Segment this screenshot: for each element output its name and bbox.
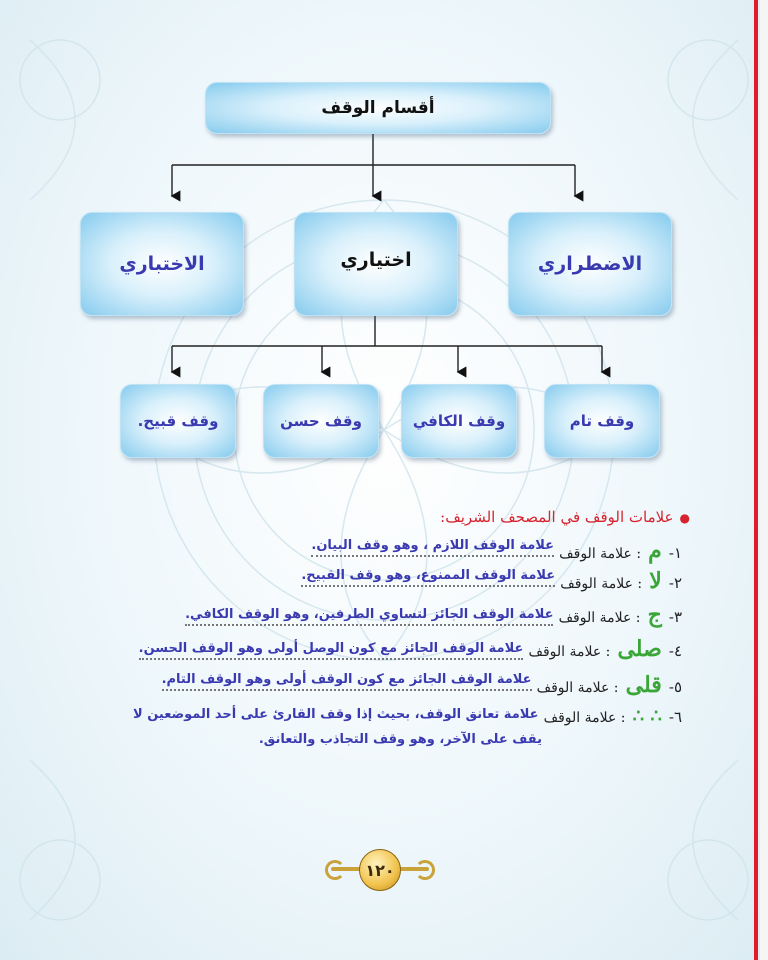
item-label: : علامة الوقف <box>558 610 641 626</box>
item-label: : علامة الوقف <box>543 710 626 726</box>
box-label: الاضطراري <box>537 253 643 275</box>
item-number: ١- <box>668 544 682 562</box>
waqf-mark: م <box>648 538 662 564</box>
waqf-mark: صلى <box>617 636 662 662</box>
item-description: علامة تعانق الوقف، بحيث إذا وقف القارئ على أحد الموضعين لا <box>133 707 539 722</box>
item-number: ٤- <box>668 642 682 660</box>
page-number: ١٢٠ <box>359 849 401 891</box>
box-ikhtibari <box>80 212 244 316</box>
box-label: وقف تام <box>569 412 635 430</box>
item-description: علامة الوقف الجائز مع كون الوقف أولى وهو الوقف التام. <box>162 672 532 691</box>
waqf-mark: ج <box>647 602 662 628</box>
diagram-title-box <box>205 82 551 134</box>
box-waqf-qabih <box>120 384 236 458</box>
item-number: ٢- <box>668 574 682 592</box>
box-label: وقف الكافي <box>412 412 506 430</box>
item-description: علامة الوقف الجائز لتساوي الطرفين، وهو الوقف الكافي. <box>185 607 553 626</box>
item-label: : علامة الوقف <box>536 680 619 696</box>
item-label: : علامة الوقف <box>560 576 643 592</box>
section-heading: ●علامات الوقف في المصحف الشريف: <box>440 508 690 526</box>
item-number: ٥- <box>668 678 682 696</box>
list-item <box>301 568 682 598</box>
page-number-badge <box>325 848 435 892</box>
box-label: اختياري <box>340 249 412 271</box>
box-label: الاختباري <box>119 253 205 275</box>
waqf-mark: لا <box>649 568 662 594</box>
item-number: ٦- <box>668 708 682 726</box>
item-description: علامة الوقف اللازم ، وهو وقف البيان. <box>311 538 554 557</box>
bullet-icon: ● <box>679 511 690 525</box>
box-waqf-kafi <box>401 384 517 458</box>
ornament-icon <box>415 860 435 880</box>
waqf-mark: قلى <box>625 672 662 698</box>
box-label: وقف قبيح. <box>137 412 219 430</box>
item-description: علامة الوقف الممنوع، وهو وقف القبيح. <box>301 568 555 587</box>
box-waqf-hasan <box>263 384 379 458</box>
box-label: وقف حسن <box>280 412 362 430</box>
item-description: علامة الوقف الجائز مع كون الوصل أولى وهو الوقف الحسن. <box>139 641 524 660</box>
item-label: : علامة الوقف <box>528 644 611 660</box>
item-description-continued: يقف على الآخر، وهو وقف التجاذب والتعانق. <box>258 732 542 747</box>
box-ikhtiyari <box>294 212 458 316</box>
list-item <box>185 602 682 632</box>
list-item <box>162 672 682 702</box>
list-item <box>133 706 682 747</box>
list-item <box>311 538 682 568</box>
box-waqf-tam <box>544 384 660 458</box>
item-label: : علامة الوقف <box>559 546 642 562</box>
item-number: ٣- <box>668 608 682 626</box>
list-item <box>139 636 682 666</box>
waqf-mark: ∴ ∴ <box>632 706 662 727</box>
diagram-title: أقسام الوقف <box>321 98 435 118</box>
box-idtirari <box>508 212 672 316</box>
